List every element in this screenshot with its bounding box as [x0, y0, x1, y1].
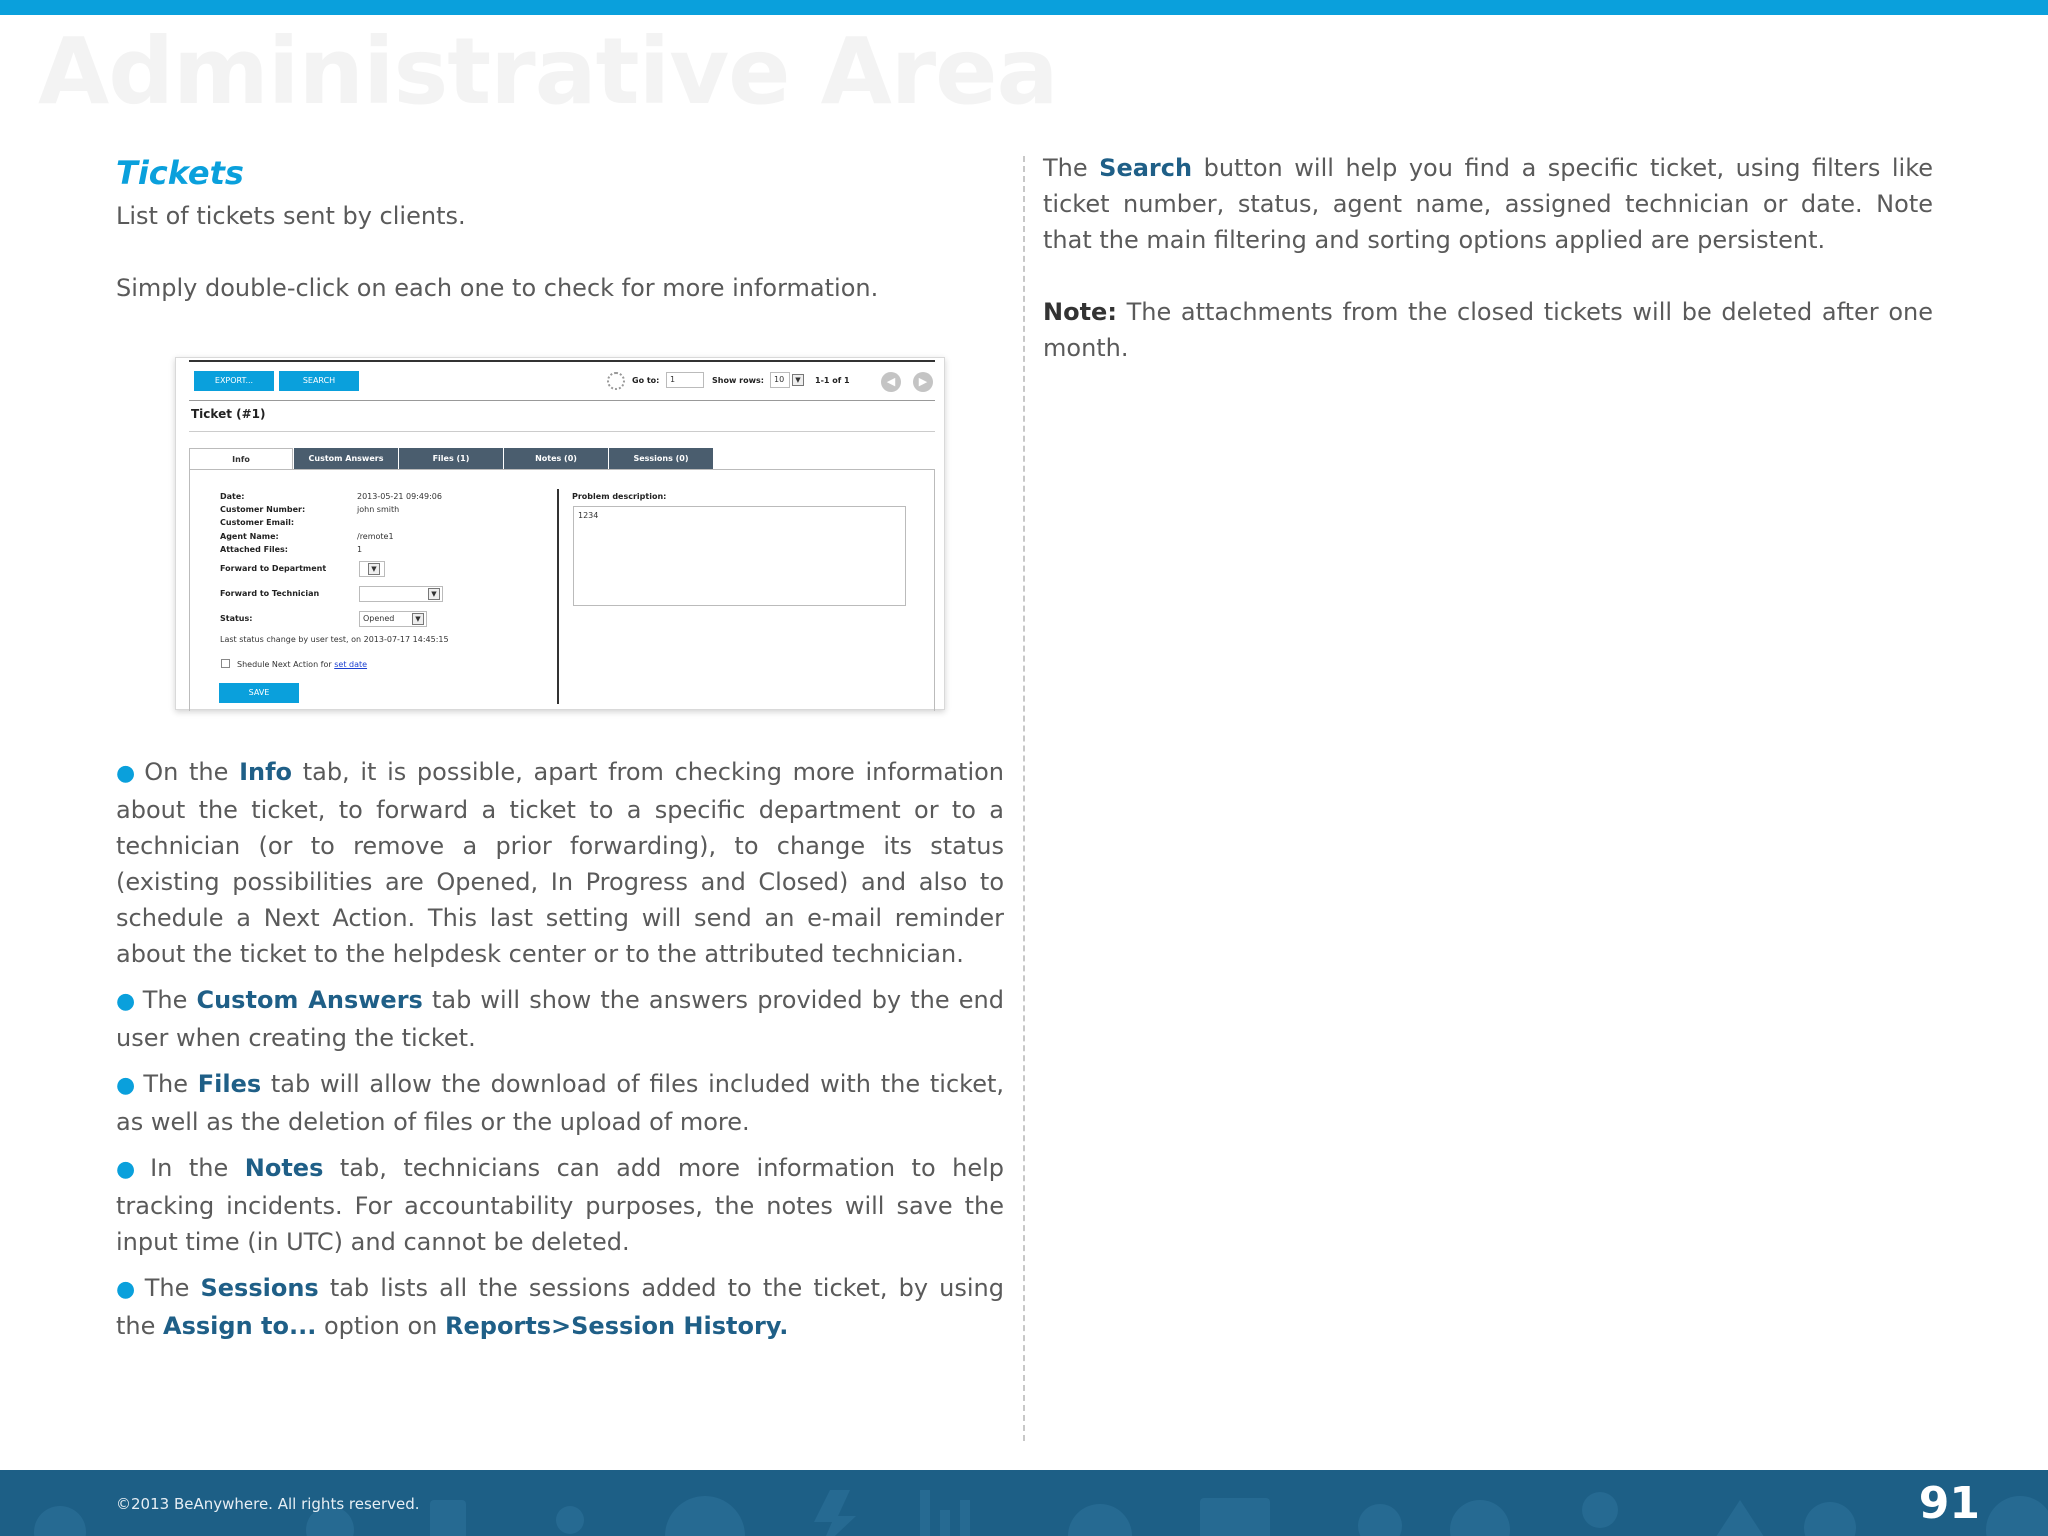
toolbar-top-rule	[189, 360, 935, 362]
note-label: Note:	[1043, 298, 1117, 326]
left-column	[116, 150, 1004, 306]
chevron-down-icon[interactable]: ▼	[412, 613, 424, 625]
keyword-assign-to: Assign to...	[163, 1312, 317, 1340]
title-separator	[189, 431, 935, 432]
chevron-down-icon[interactable]: ▼	[792, 374, 804, 386]
forward-technician-label: Forward to Technician	[220, 589, 320, 598]
export-button[interactable]: EXPORT...	[194, 371, 274, 391]
problem-description-label: Problem description:	[572, 492, 667, 501]
tab-descriptions-list	[116, 754, 1004, 1354]
schedule-checkbox[interactable]	[221, 659, 230, 668]
bullet-icon: ●	[116, 1157, 145, 1182]
attached-files-value: 1	[357, 545, 363, 554]
chapter-watermark-title: Administrative Area	[38, 18, 1058, 125]
copyright-text: ©2013 BeAnywhere. All rights reserved.	[116, 1495, 420, 1513]
keyword-files: Files	[197, 1070, 262, 1098]
keyword-info: Info	[239, 758, 293, 786]
keyword-search: Search	[1099, 154, 1193, 182]
status-select[interactable]: Opened	[359, 611, 427, 627]
agent-name-value: /remote1	[357, 532, 394, 541]
ticket-title: Ticket (#1)	[191, 407, 266, 421]
list-item	[116, 1270, 1004, 1344]
column-divider	[1023, 156, 1025, 1441]
bullet-icon: ●	[116, 761, 139, 786]
customer-email-label: Customer Email:	[220, 518, 295, 527]
chevron-down-icon[interactable]: ▼	[428, 588, 440, 600]
prev-page-icon[interactable]: ◀	[881, 372, 901, 392]
bullet-text: tab will show the answers provided by the end user when creating the ticket.	[116, 986, 1004, 1052]
forward-department-label: Forward to Department	[220, 564, 327, 573]
right-column	[1043, 150, 1933, 366]
search-paragraph	[1043, 150, 1933, 258]
date-label: Date:	[220, 492, 245, 501]
schedule-label	[237, 660, 367, 669]
goto-input[interactable]: 1	[666, 372, 704, 388]
section-title: Tickets	[116, 154, 244, 192]
agent-name-label: Agent Name:	[220, 532, 279, 541]
goto-label: Go to:	[632, 376, 660, 385]
tab-info[interactable]: Info	[189, 448, 293, 470]
intro-paragraph: List of tickets sent by clients.	[116, 202, 466, 230]
last-status-text: Last status change by user test, on 2013-07-17 14:45:15	[220, 635, 449, 644]
date-value: 2013-05-21 09:49:06	[357, 492, 442, 501]
bullet-text: option on	[316, 1312, 445, 1340]
tab-custom-answers[interactable]: Custom Answers	[294, 448, 398, 470]
list-item	[116, 1150, 1004, 1260]
bullet-text: The	[143, 1070, 198, 1098]
keyword-sessions: Sessions	[200, 1274, 319, 1302]
page-number: 91	[1918, 1478, 1980, 1529]
page-footer	[0, 1470, 2048, 1536]
customer-number-label: Customer Number:	[220, 505, 306, 514]
attached-files-label: Attached Files:	[220, 545, 288, 554]
top-accent-bar	[0, 0, 2048, 15]
bullet-text: tab will allow the download of files included with the ticket, as well as the deletion of files or the upload of more.	[116, 1070, 1004, 1136]
panel-vertical-divider	[557, 489, 559, 704]
tab-notes[interactable]: Notes (0)	[504, 448, 608, 470]
pager-text: 1-1 of 1	[815, 376, 850, 385]
customer-number-value: john smith	[357, 505, 400, 514]
bullet-text: tab, technicians can add more information to help tracking incidents. For accountability purposes, the notes will save the input time (in UTC) and cannot be deleted.	[116, 1154, 1005, 1256]
note-text: The attachments from the closed tickets will be deleted after one month.	[1043, 298, 1933, 362]
list-item	[116, 982, 1004, 1056]
bullet-text: In the	[150, 1154, 245, 1182]
bullet-icon: ●	[116, 989, 137, 1014]
status-label: Status:	[220, 614, 253, 623]
bullet-text: On the	[144, 758, 240, 786]
instruction-paragraph: Simply double-click on each one to check for more information.	[116, 274, 879, 302]
show-rows-select[interactable]: 10	[770, 372, 790, 388]
tab-files[interactable]: Files (1)	[399, 448, 503, 470]
keyword-session-history: Reports>Session History.	[445, 1312, 789, 1340]
show-rows-label: Show rows:	[712, 376, 764, 385]
bullet-icon: ●	[116, 1073, 138, 1098]
next-page-icon[interactable]: ▶	[913, 372, 933, 392]
bullet-icon: ●	[116, 1277, 139, 1302]
chevron-down-icon[interactable]: ▼	[368, 563, 380, 575]
keyword-custom-answers: Custom Answers	[196, 986, 423, 1014]
paragraph-text: The	[1043, 154, 1100, 182]
list-item	[116, 754, 1004, 972]
toolbar-separator	[189, 400, 935, 401]
bullet-text: tab lists all the sessions added to the ticket, by using the	[116, 1274, 1005, 1340]
schedule-text: Shedule Next Action for	[237, 660, 332, 669]
bullet-text: The	[144, 1274, 201, 1302]
paragraph-text: button will help you find a specific ticket, using filters like ticket number, status, agent name, assigned technician or date. Note that the main filtering and sorting options applied are persistent.	[1043, 154, 1934, 254]
keyword-notes: Notes	[244, 1154, 324, 1182]
refresh-icon[interactable]	[607, 372, 625, 390]
tab-sessions[interactable]: Sessions (0)	[609, 448, 713, 470]
search-button[interactable]: SEARCH	[279, 371, 359, 391]
bullet-text: The	[142, 986, 197, 1014]
note-paragraph	[1043, 294, 1933, 366]
ticket-screenshot	[175, 357, 945, 710]
save-button[interactable]: SAVE	[219, 683, 299, 703]
bullet-text: tab, it is possible, apart from checking more information about the ticket, to forward a ticket to a specific department or to a technician (or to remove a prior forwarding), to change its status (existing possibilities are Opened, In Progress and Closed) and also to schedule a Next Action. This last setting will send an e-mail reminder about the ticket to the helpdesk center or to the attributed technician.	[116, 758, 1005, 968]
problem-description-textarea[interactable]: 1234	[573, 506, 906, 606]
list-item	[116, 1066, 1004, 1140]
set-date-link[interactable]: set date	[334, 660, 368, 669]
